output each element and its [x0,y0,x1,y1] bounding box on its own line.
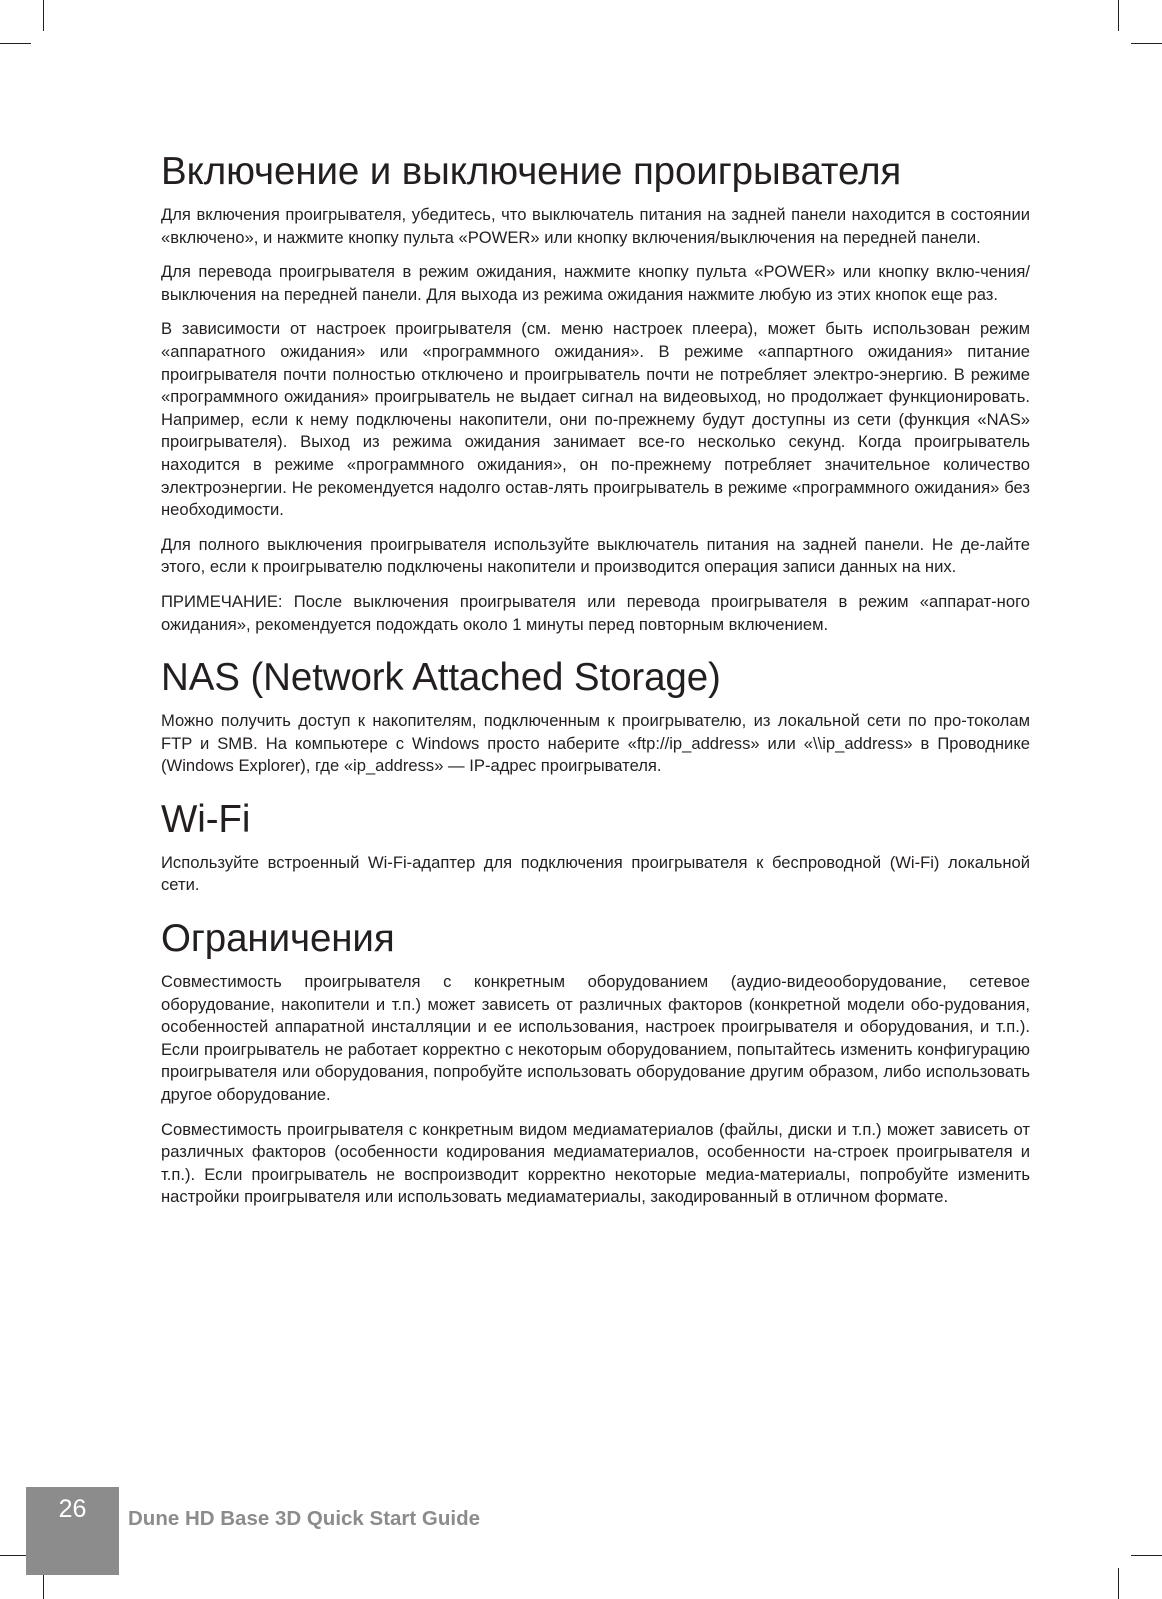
crop-mark-top-right-v [1118,0,1119,31]
paragraph: Для перевода проигрывателя в режим ожидания, нажмите кнопку пульта «POWER» или кнопку вклю-чения/выключения на передней панели. Для выхода из режима ожидания нажмите любую из этих кнопок еще раз. [161,262,1030,304]
section-heading: Ограничения [161,917,395,961]
section-limitations [161,917,1030,1209]
section-heading: Включение и выключение проигрывателя [161,150,902,193]
paragraph: В зависимости от настроек проигрывателя (см. меню настроек плеера), может быть использован режим «аппаратного ожидания» или «программного ожидания». В режиме «аппартного ожидания» питание проигрывателя почти полностью отключено и проигрыватель почти не потребляет электро-энергию. В режиме «программного ожидания» проигрыватель не выдает сигнал на видеовыход, но продолжает функционировать. Например, если к нему подключены накопители, они по-прежнему будут доступны из сети (функция «NAS» проигрывателя). Выход из режима ожидания занимает все-го несколько секунд. Когда проигрыватель находится в режиме «программного ожидания», он по-прежнему потребляет значительное количество электроэнергии. Не рекомендуется надолго остав-лять проигрыватель в режиме «программного ожидания» без необходимости. [161,319,1030,520]
section-heading: Wi-Fi [161,797,251,841]
section-wifi [161,798,1030,897]
page-content [161,150,1030,1221]
crop-mark-bottom-right-v [1118,1568,1119,1599]
paragraph: Используйте встроенный Wi-Fi-адаптер для подключения проигрывателя к беспроводной (Wi-Fi) локальной сети. [161,852,1030,895]
crop-mark-top-left-h [0,43,31,44]
paragraph: Совместимость проигрывателя с конкретным видом медиаматериалов (файлы, диски и т.п.) может зависеть от различных факторов (особенности кодирования медиаматериалов, особенности на-строек проигрывателя и т.п.). Если проигрыватель не воспроизводит корректно некоторые медиа-материалы, попробуйте изменить настройки проигрывателя или использовать медиаматериалы, закодированный в отличном формате. [161,1119,1030,1207]
section-power [161,150,1030,636]
paragraph: Совместимость проигрывателя с конкретным оборудованием (аудио-видеооборудование, сетевое оборудование, накопители и т.п.) может зависеть от различных факторов (конкретной модели обо-рудования, особенностей аппаратной инсталляции и ее использования, настроек проигрывателя и оборудования, и т.п.). Если проигрыватель не работает корректно с некоторым оборудованием, попытайтесь изменить конфигурацию проигрывателя или оборудования, попробуйте использовать оборудование другим образом, либо использовать другое оборудование. [161,972,1030,1105]
crop-mark-bottom-right-h [1131,1555,1162,1556]
crop-mark-top-right-h [1131,43,1162,44]
footer-title: Dune HD Base 3D Quick Start Guide [128,1507,481,1530]
page-number: 26 [58,1495,87,1523]
paragraph: Можно получить доступ к накопителям, подключенным к проигрывателю, из локальной сети по про-токолам FTP и SMB. На компьютере с Windows просто наберите «ftp://ip_address» или «\\ip_address» в Проводнике (Windows Explorer), где «ip_address» — IP-адрес проигрывателя. [161,711,1030,776]
paragraph: Для включения проигрывателя, убедитесь, что выключатель питания на задней панели находится в состоянии «включено», и нажмите кнопку пульта «POWER» или кнопку включения/выключения на передней панели. [161,205,1030,247]
crop-mark-top-left-v [43,0,44,31]
paragraph: ПРИМЕЧАНИЕ: После выключения проигрывателя или перевода проигрывателя в режим «аппарат-ного ожидания», рекомендуется подождать около 1 минуты перед повторным включением. [161,591,1030,634]
section-heading: NAS (Network Attached Storage) [161,656,721,700]
page-number-box [26,1487,119,1575]
section-nas [161,656,1030,778]
paragraph: Для полного выключения проигрывателя используйте выключатель питания на задней панели. Не де-лайте этого, если к проигрывателю подключены накопители и производится операция записи данных на них. [161,534,1030,577]
